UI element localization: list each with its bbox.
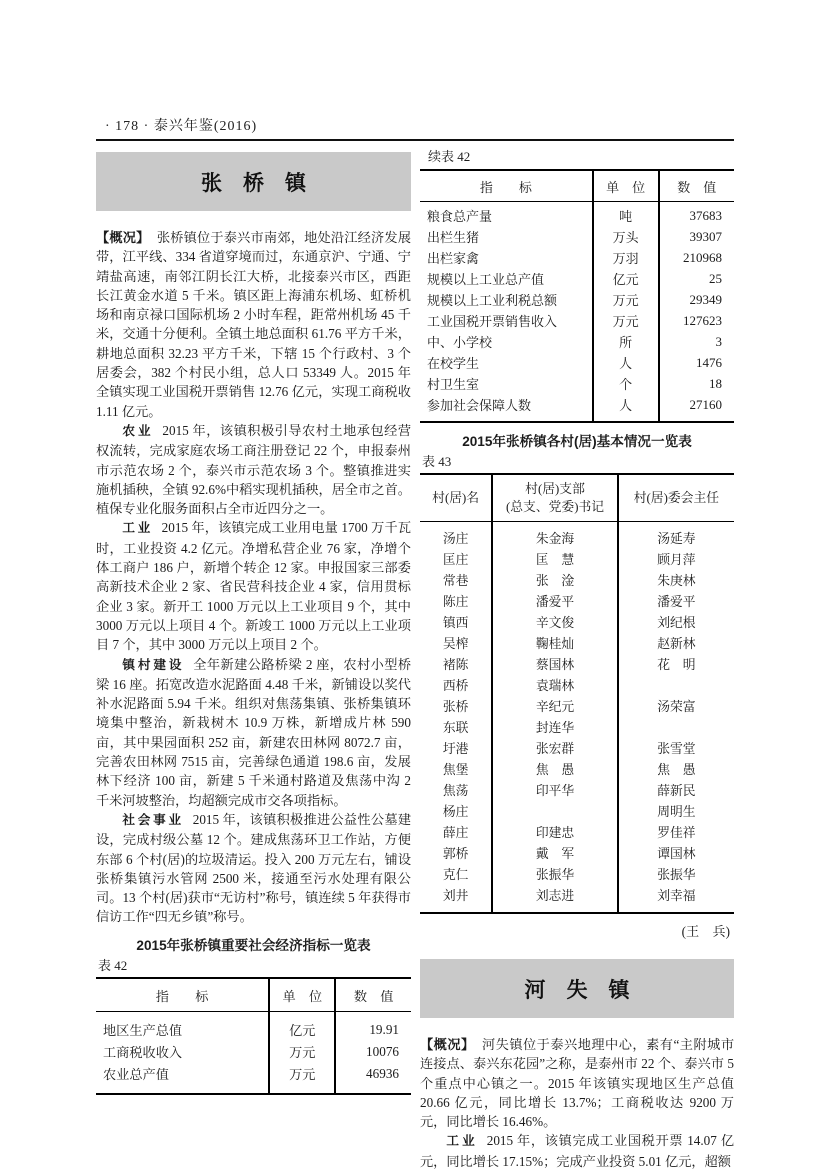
value-cell: 46936 — [335, 1063, 411, 1094]
indicator-cell: 农业总产值 — [103, 1067, 169, 1083]
paragraph-text: 2015 年，该镇完成工业用电量 1700 万千瓦时，工业投资 4.2 亿元。净增私营企业 76 家，净增个体工商户 186 户，新增个转企 12 家。申报国家三部委高新技术企业 2 家、省民营科技企业 4 家，信用贯标企业 3 家。新开工 1000 万元以上工业项目 9 个，其中 3000 万元以上项目 4 个。新竣工 1000 万元以上工业项目 7 个，其中 3000 万元以上项目 2 个。 — [96, 520, 412, 653]
director-cell: 张振华 — [618, 863, 734, 884]
header-unit: 单 位 — [269, 978, 335, 1012]
table43 — [420, 473, 734, 914]
value-cell: 127623 — [659, 310, 734, 331]
header-secretary — [492, 474, 618, 522]
paragraph-label: 农业 — [122, 423, 154, 438]
director-cell: 汤延寿 — [618, 522, 734, 549]
table-header-row — [420, 474, 734, 522]
table-row — [420, 800, 734, 821]
table43-title: 2015年张桥镇各村(居)基本情况一览表 — [462, 434, 692, 449]
village-cell: 东联 — [442, 721, 469, 735]
secretary-cell: 蔡国林 — [492, 653, 618, 674]
table43-number: 表 43 — [422, 454, 452, 469]
village-cell: 吴榨 — [442, 637, 469, 651]
table-row — [420, 842, 734, 863]
paragraph-industry-heshi — [420, 1131, 734, 1169]
village-cell: 褚陈 — [442, 658, 469, 672]
header-director: 村(居)委会主任 — [618, 474, 734, 522]
paragraph-text: 河失镇位于泰兴地理中心，素有“主附城市连接点、泰兴东花园”之称，是泰州市 22 个、泰兴市 5 个重点中心镇之一。2015 年该镇实现地区生产总值 20.66 亿元，同比增长 13.7%；工商税收达 9200 万元，同比增长 16.46%。 — [420, 1037, 735, 1130]
village-cell: 张桥 — [442, 700, 469, 714]
paragraph-label: 【概况】 — [96, 230, 150, 245]
paragraph-town-construction — [96, 655, 411, 810]
table-row — [420, 590, 734, 611]
paragraph-text: 2015 年，该镇积极引导农村土地承包经营权流转，完成家庭农场工商注册登记 22 个，申报泰州市示范农场 2 个，泰兴市示范农场 3 个。整镇推进实施机插秧，全镇 92.6%中稻实现机插秧，居全市之首。植保专业化服务面积占全市近四分之一。 — [96, 422, 412, 517]
table-row — [420, 226, 734, 247]
paragraph-label: 【概况】 — [420, 1037, 475, 1052]
paragraph-label: 社会事业 — [122, 812, 184, 827]
director-cell: 赵新林 — [618, 632, 734, 653]
unit-cell: 万元 — [269, 1041, 335, 1063]
table-row — [420, 821, 734, 842]
unit-cell: 万头 — [593, 226, 659, 247]
table-row — [420, 611, 734, 632]
paragraph-text: 全年新建公路桥梁 2 座，农村小型桥梁 16 座。拓宽改造水泥路面 4.48 千米，新铺设以奖代补水泥路面 5.94 千米。组织对焦荡集镇、张桥集镇环境集中整治，新栽树木 10.9 万株，新增成片林 590 亩，其中果园面积 252 亩，新建农田林网 8072.7 亩，完善农田林网 7515 亩，完善绿色通道 198.6 亩，发展林下经济 100 亩，新建 5 千米通村路道及焦荡中沟 2 千米河坡整治，均超额完成市交各项指标。 — [96, 656, 412, 808]
indicator-cell: 粮食总产量 — [427, 209, 493, 224]
left-column — [96, 152, 411, 1095]
director-cell: 花 明 — [618, 653, 734, 674]
value-cell: 19.91 — [335, 1011, 411, 1041]
value-cell: 25 — [659, 268, 734, 289]
indicator-cell: 出栏家禽 — [427, 251, 480, 266]
director-cell: 张雪堂 — [618, 737, 734, 758]
table42-number: 表 42 — [98, 957, 128, 973]
village-cell: 克仁 — [442, 868, 469, 882]
village-cell: 匡庄 — [442, 553, 469, 567]
director-cell: 焦 愚 — [618, 758, 734, 779]
director-cell: 谭国林 — [618, 842, 734, 863]
director-cell: 薛新民 — [618, 779, 734, 800]
table-row — [420, 695, 734, 716]
right-column — [420, 144, 734, 1169]
secretary-cell: 印建忠 — [492, 821, 618, 842]
paragraph-text: 2015 年，该镇完成工业国税开票 14.07 亿元，同比增长 17.15%；完成产业投资 5.01 亿元，超额 — [420, 1133, 735, 1169]
village-cell: 杨庄 — [442, 805, 469, 819]
table-row — [96, 1063, 411, 1094]
table-row — [96, 1011, 411, 1041]
indicator-cell: 出栏生猪 — [427, 230, 480, 245]
header-village: 村(居)名 — [420, 474, 492, 522]
table-row — [420, 758, 734, 779]
secretary-cell: 刘志进 — [492, 884, 618, 913]
value-cell: 3 — [659, 331, 734, 352]
village-cell: 圩港 — [442, 742, 469, 756]
secretary-cell: 张 淦 — [492, 569, 618, 590]
table-row — [420, 268, 734, 289]
table-row — [420, 653, 734, 674]
director-cell: 罗佳祥 — [618, 821, 734, 842]
village-cell: 常巷 — [442, 574, 469, 588]
header-rule — [96, 139, 734, 141]
paragraph-overview — [96, 228, 411, 421]
table-row — [420, 632, 734, 653]
paragraph-text: 2015 年，该镇积极推进公益性公墓建设，完成村级公墓 12 个。建成焦荡环卫工作站，方便东部 6 个村(居)的垃圾清运。投入 200 万元左右，铺设张桥集镇污水管网 2500 米，接通至污水处理有限公司。13 个村(居)获市“无访村”称号，镇连续 5 年获得市信访工作“四无乡镇”称号。 — [96, 811, 412, 925]
table-row — [420, 569, 734, 590]
table-row — [420, 737, 734, 758]
header-secretary-line1: 村(居)支部 — [525, 482, 585, 496]
indicator-cell: 在校学生 — [427, 356, 480, 371]
unit-cell: 人 — [593, 352, 659, 373]
indicator-cell: 规模以上工业总产值 — [427, 272, 545, 287]
table-row — [420, 289, 734, 310]
table-row — [420, 522, 734, 549]
director-cell — [618, 716, 734, 737]
paragraph-overview-heshi — [420, 1035, 734, 1131]
paragraph-agriculture — [96, 421, 411, 518]
director-cell: 刘幸福 — [618, 884, 734, 913]
table-header-row — [96, 978, 411, 1012]
unit-cell: 万元 — [593, 310, 659, 331]
village-cell: 薛庄 — [442, 826, 469, 840]
director-cell: 刘纪根 — [618, 611, 734, 632]
unit-cell: 吨 — [593, 202, 659, 227]
section-title-zhangqiao — [96, 152, 411, 211]
table-row — [420, 779, 734, 800]
indicator-cell: 村卫生室 — [427, 377, 480, 392]
secretary-cell: 辛文俊 — [492, 611, 618, 632]
header-unit: 单 位 — [593, 170, 659, 202]
table-row — [420, 247, 734, 268]
paragraph-label: 工业 — [446, 1134, 478, 1149]
unit-cell: 个 — [593, 373, 659, 394]
table-row — [420, 310, 734, 331]
director-cell: 潘爱平 — [618, 590, 734, 611]
secretary-cell — [492, 800, 618, 821]
table-row — [420, 548, 734, 569]
paragraph-label: 镇村建设 — [122, 657, 185, 672]
secretary-cell: 朱金海 — [492, 522, 618, 549]
paragraph-industry — [96, 518, 411, 654]
unit-cell: 万元 — [593, 289, 659, 310]
indicator-cell: 工业国税开票销售收入 — [427, 314, 558, 329]
director-cell: 顾月萍 — [618, 548, 734, 569]
header-value: 数 值 — [335, 978, 411, 1012]
paragraph-text: 张桥镇位于泰兴市南郊，地处沿江经济发展带，江平线、334 省道穿境而过，东通京沪、宁通、宁靖盐高速，南邻江阴长江大桥，北接泰兴市区，西距长江黄金水道 5 千米。镇区距上海浦东机场、虹桥机场和南京禄口国际机场 2 小时车程，距常州机场 45 千米，交通十分便利。全镇土地总面积 61.76 平方千米，耕地总面积 32.23 平方千米，下辖 15 个行政村、3 个居委会，382 个村民小组，总人口 53349 人。2015 年全镇实现工业国税开票销售 12.76 亿元，实现工商税收 1.11 亿元。 — [96, 230, 412, 419]
header-indicator: 指 标 — [96, 978, 269, 1012]
director-cell: 朱庚林 — [618, 569, 734, 590]
table-row — [420, 716, 734, 737]
table42 — [96, 977, 411, 1095]
unit-cell: 所 — [593, 331, 659, 352]
table-row — [420, 373, 734, 394]
village-cell: 焦堡 — [442, 763, 469, 777]
table-row — [420, 863, 734, 884]
secretary-cell: 戴 军 — [492, 842, 618, 863]
village-cell: 陈庄 — [442, 595, 469, 609]
value-cell: 29349 — [659, 289, 734, 310]
unit-cell: 万羽 — [593, 247, 659, 268]
page-header: · 178 · 泰兴年鉴(2016) — [105, 119, 258, 134]
table42-continued-label: 续表 42 — [428, 149, 471, 164]
unit-cell: 亿元 — [593, 268, 659, 289]
secretary-cell: 印平华 — [492, 779, 618, 800]
secretary-cell: 匡 慧 — [492, 548, 618, 569]
director-cell — [618, 674, 734, 695]
table-row — [96, 1041, 411, 1063]
section-title-text: 张 桥 镇 — [201, 171, 306, 195]
secretary-cell: 张振华 — [492, 863, 618, 884]
value-cell: 39307 — [659, 226, 734, 247]
paragraph-social-programs — [96, 810, 411, 927]
author-attribution: (王 兵) — [681, 924, 730, 939]
value-cell: 10076 — [335, 1041, 411, 1063]
header-value: 数 值 — [659, 170, 734, 202]
indicator-cell: 地区生产总值 — [103, 1023, 183, 1039]
village-cell: 郭桥 — [442, 847, 469, 861]
village-cell: 焦荡 — [442, 784, 469, 798]
secretary-cell: 袁瑞林 — [492, 674, 618, 695]
section-title-text: 河 失 镇 — [524, 978, 630, 1002]
table-row — [420, 394, 734, 422]
director-cell: 周明生 — [618, 800, 734, 821]
value-cell: 1476 — [659, 352, 734, 373]
indicator-cell: 工商税收收入 — [103, 1045, 183, 1061]
village-cell: 镇西 — [442, 616, 469, 630]
indicator-cell: 参加社会保障人数 — [427, 398, 532, 413]
table-row — [420, 884, 734, 913]
director-cell: 汤荣富 — [618, 695, 734, 716]
header-secretary-line2: (总支、党委)书记 — [505, 500, 605, 514]
value-cell: 18 — [659, 373, 734, 394]
village-cell: 刘井 — [442, 889, 469, 903]
unit-cell: 亿元 — [269, 1011, 335, 1041]
value-cell: 210968 — [659, 247, 734, 268]
secretary-cell: 潘爱平 — [492, 590, 618, 611]
secretary-cell: 封连华 — [492, 716, 618, 737]
table-row — [420, 331, 734, 352]
table-row — [420, 352, 734, 373]
village-cell: 西桥 — [442, 679, 469, 693]
indicator-cell: 规模以上工业利税总额 — [427, 293, 558, 308]
secretary-cell: 焦 愚 — [492, 758, 618, 779]
unit-cell: 人 — [593, 394, 659, 422]
value-cell: 27160 — [659, 394, 734, 422]
secretary-cell: 辛纪元 — [492, 695, 618, 716]
section-title-heshi — [420, 959, 734, 1018]
unit-cell: 万元 — [269, 1063, 335, 1094]
value-cell: 37683 — [659, 202, 734, 227]
paragraph-label: 工业 — [122, 521, 153, 536]
indicator-cell: 中、小学校 — [427, 335, 493, 350]
table-row — [420, 202, 734, 227]
table-header-row — [420, 170, 734, 202]
secretary-cell: 鞠桂灿 — [492, 632, 618, 653]
table42-continued — [420, 169, 734, 423]
header-indicator: 指 标 — [420, 170, 593, 202]
village-cell: 汤庄 — [442, 532, 469, 546]
table-row — [420, 674, 734, 695]
secretary-cell: 张宏群 — [492, 737, 618, 758]
table42-title: 2015年张桥镇重要社会经济指标一览表 — [136, 937, 371, 953]
